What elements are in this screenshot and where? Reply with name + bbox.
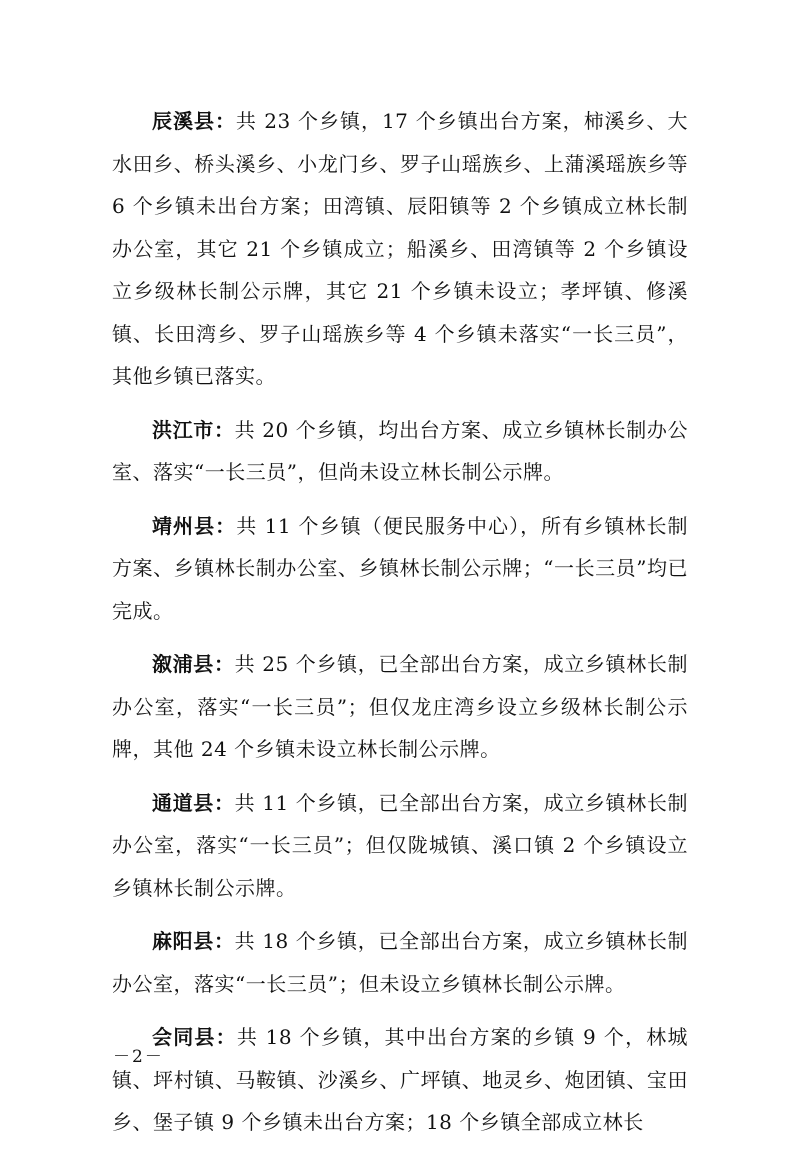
page-number: －2－ [113,1047,164,1067]
county-heading: 溆浦县： [152,652,235,676]
county-heading: 洪江市： [152,417,235,442]
paragraph-text: 共 11 个乡镇，已全部出台方案，成立乡镇林长制办公室，落实“一长三员”；但仅陇城镇、溪口镇 2 个乡镇设立乡镇林长制公示牌。 [112,790,689,900]
county-heading: 靖州县： [152,513,237,538]
paragraph-text: 共 23 个乡镇，17 个乡镇出台方案，柿溪乡、大水田乡、桥头溪乡、小龙门乡、罗子山瑶族乡、上蒲溪瑶族乡等 6 个乡镇未出台方案；田湾镇、辰阳镇等 2 个乡镇成立林长制办公室，其它 21 个乡镇成立；船溪乡、田湾镇等 2 个乡镇设立乡级林长制公示牌，其它 21 个乡镇未设立；孝坪镇、修溪镇、长田湾乡、罗子山瑶族乡等 4 个乡镇未落实“一长三员”，其他乡镇已落实。 [112,109,688,388]
paragraph-tongdao [112,782,688,910]
paragraph-huitong [112,1016,688,1144]
paragraph-text: 共 11 个乡镇（便民服务中心），所有乡镇林长制方案、乡镇林长制办公室、乡镇林长制公示牌；“一长三员”均已完成。 [112,513,688,623]
county-heading: 麻阳县： [152,929,235,953]
document-body [112,100,688,1155]
paragraph-xupu [112,643,688,771]
paragraph-text: 共 25 个乡镇，已全部出台方案，成立乡镇林长制办公室，落实“一长三员”；但仅龙庄湾乡设立乡级林长制公示牌，其他 24 个乡镇未设立林长制公示牌。 [112,652,689,761]
paragraph-text: 共 20 个乡镇，均出台方案、成立乡镇林长制办公室、落实“一长三员”，但尚未设立林长制公示牌。 [112,417,689,484]
paragraph-chenxi [112,100,688,398]
county-heading: 通道县： [152,790,235,815]
county-heading: 辰溪县： [152,109,236,133]
paragraph-mayang [112,920,688,1005]
paragraph-text: 共 18 个乡镇，已全部出台方案，成立乡镇林长制办公室，落实“一长三员”；但未设立乡镇林长制公示牌。 [112,929,689,996]
paragraph-jingzhou [112,505,688,633]
county-heading: 会同县： [152,1025,237,1049]
paragraph-text: 共 18 个乡镇，其中出台方案的乡镇 9 个，林城镇、坪村镇、马鞍镇、沙溪乡、广坪镇、地灵乡、炮团镇、宝田乡、堡子镇 9 个乡镇未出台方案；18 个乡镇全部成立林长 [112,1025,689,1134]
paragraph-hongjiang [112,409,688,494]
